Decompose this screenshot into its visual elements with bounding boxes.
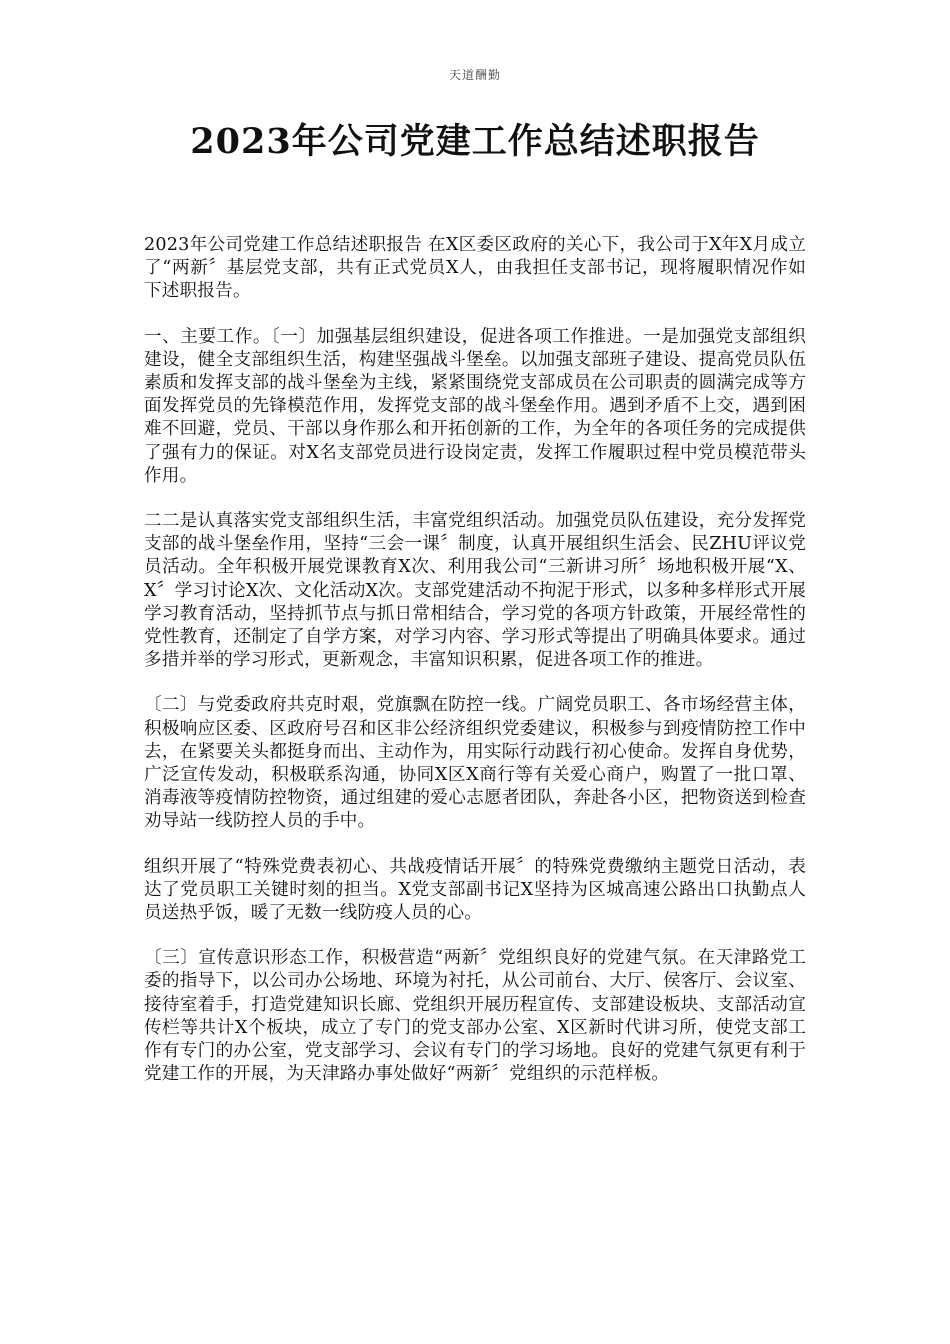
paragraph-epidemic-control: 〔二〕与党委政府共克时艰，党旗飘在防控一线。广阔党员职工、各市场经营主体，积极响应区委、区政府号召和区非公经济组织党委建议，积极参与到疫情防控工作中去，在紧要关头都挺身而出、主动作为，用实际行动践行初心使命。发挥自身优势，广泛宣传发动，积极联系沟通，协同X区X商行等有关爱心商户，购置了一批口罩、消毒液等疫情防控物资，通过组建的爱心志愿者团队，奔赴各小区，把物资送到检查劝导站一线防控人员的手中。 <box>144 695 806 832</box>
paragraph-publicity: 〔三〕宣传意识形态工作，积极营造“两新〞党组织良好的党建气氛。在天津路党工委的指导下，以公司办公场地、环境为衬托，从公司前台、大厅、侯客厅、会议室、接待室着手，打造党建知识长廊、党组织开展历程宣传、支部建设板块、支部活动宣传栏等共计X个板块，成立了专门的党支部办公室、X区新时代讲习所，使党支部工作有专门的办公室，党支部学习、会议有专门的学习场地。良好的党建气氛更有利于党建工作的开展，为天津路办事处做好“两新〞党组织的示范样板。 <box>144 948 806 1085</box>
paragraph-main-work: 一、主要工作。〔一〕加强基层组织建设，促进各项工作推进。一是加强党支部组织建设，健全支部组织生活，构建坚强战斗堡垒。以加强支部班子建设、提高党员队伍素质和发挥支部的战斗堡垒为主线，紧紧围绕党支部成员在公司职责的圆满完成等方面发挥党员的先锋模范作用，发挥党支部的战斗堡垒作用。遇到矛盾不上交，遇到困难不回避，党员、干部以身作那么和开拓创新的工作，为全年的各项任务的完成提供了强有力的保证。对X名支部党员进行设岗定责，发挥工作履职过程中党员模范带头作用。 <box>144 326 806 486</box>
paragraph-special-dues: 组织开展了“特殊党费表初心、共战疫情话开展〞的特殊党费缴纳主题党日活动，表达了党员职工关键时刻的担当。X党支部副书记X坚持为区城高速公路出口执勤点人员送热乎饭，暖了无数一线防疫人员的心。 <box>144 856 806 924</box>
paragraph-organization-life: 二二是认真落实党支部组织生活，丰富党组织活动。加强党员队伍建设，充分发挥党支部的战斗堡垒作用，坚持“三会一课〞制度，认真开展组织生活会、民ZHU评议党员活动。全年积极开展党课教育X次、利用我公司“三新讲习所〞场地积极开展“X、X〞学习讨论X次、文化活动X次。支部党建活动不拘泥于形式，以多种多样形式开展学习教育活动，坚持抓节点与抓日常相结合，学习党的各项方针政策，开展经常性的党性教育，还制定了自学方案，对学习内容、学习形式等提出了明确具体要求。通过多措并举的学习形式，更新观念，丰富知识积累，促进各项工作的推进。 <box>144 511 806 671</box>
document-body <box>144 234 806 1109</box>
page-title: 2023年公司党建工作总结述职报告 <box>190 121 760 162</box>
paragraph-intro: 2023年公司党建工作总结述职报告 在X区委区政府的关心下，我公司于X年X月成立了“两新〞基层党支部，共有正式党员X人，由我担任支部书记，现将履职情况作如下述职报告。 <box>144 235 806 302</box>
header-mark: 天道酬勤 <box>448 68 501 82</box>
